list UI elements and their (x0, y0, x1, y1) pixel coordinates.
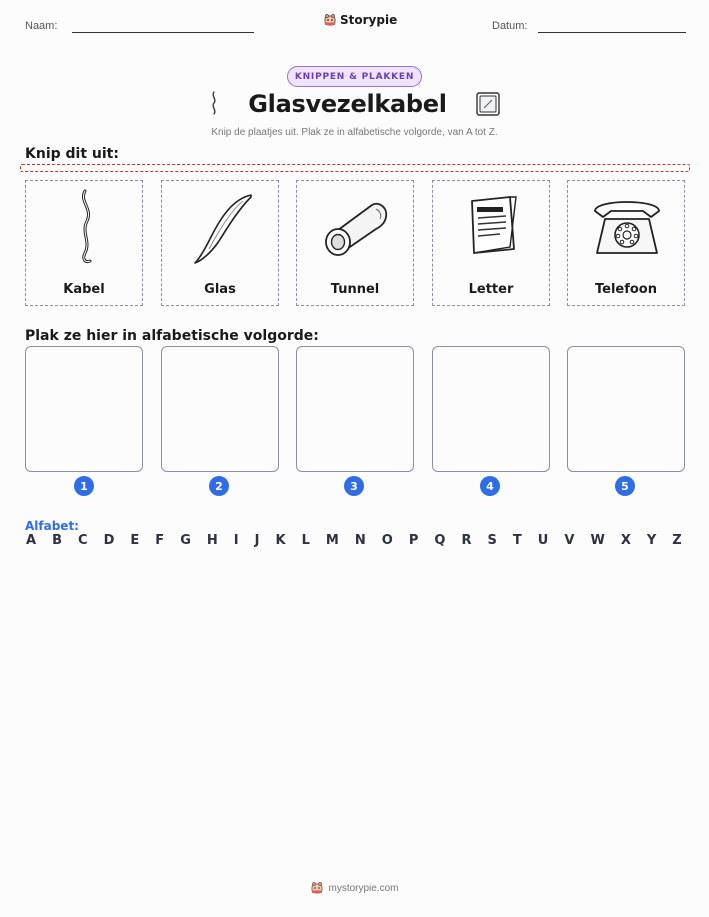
card-word: Letter (468, 282, 514, 297)
cut-card-tunnel[interactable] (296, 180, 414, 306)
alphabet-letter: N (354, 533, 366, 548)
alphabet-letter: X (620, 533, 631, 548)
alphabet-letter: V (564, 533, 575, 548)
name-label: Naam: (25, 20, 58, 32)
alphabet-letter: H (206, 533, 218, 548)
alphabet-letter: K (275, 533, 286, 548)
paste-box-2[interactable] (161, 346, 279, 472)
cut-line (20, 164, 690, 172)
cut-card-letter[interactable] (432, 180, 550, 306)
alphabet-letter: G (180, 533, 191, 548)
title-row (0, 90, 709, 118)
storypie-mascot-icon (323, 13, 337, 27)
alphabet-letter: Z (672, 533, 682, 548)
brand-name: Storypie (340, 13, 398, 27)
alphabet-letter: W (590, 533, 605, 548)
cut-card-glas[interactable] (161, 180, 279, 306)
alphabet-letter: Q (434, 533, 446, 548)
footer (0, 881, 709, 895)
letter-icon (452, 187, 532, 269)
footer-url[interactable]: mystorypie.com (328, 882, 399, 894)
card-word: Tunnel (330, 282, 380, 297)
alphabet-letter: L (301, 533, 310, 548)
number-badge-3: 3 (344, 476, 364, 496)
alphabet-letter: I (233, 533, 239, 548)
paste-box-5[interactable] (567, 346, 685, 472)
alphabet-letter: C (78, 533, 88, 548)
telephone-icon (587, 187, 667, 269)
brand-logo (323, 13, 397, 27)
paste-box-3[interactable] (296, 346, 414, 472)
alphabet-letter: U (537, 533, 549, 548)
alphabet-letter: F (155, 533, 165, 548)
name-field[interactable] (72, 32, 254, 33)
cable-icon (45, 187, 125, 269)
alphabet-row (26, 533, 682, 548)
alphabet-letter: O (381, 533, 393, 548)
date-label: Datum: (492, 20, 528, 32)
paste-box-1[interactable] (25, 346, 143, 472)
number-badge-5: 5 (615, 476, 635, 496)
storypie-mascot-icon (310, 881, 324, 895)
card-word: Kabel (63, 282, 105, 297)
fiber-strand-icon (208, 90, 220, 118)
card-word: Glas (204, 282, 236, 297)
paste-box-4[interactable] (432, 346, 550, 472)
alphabet-letter: E (130, 533, 140, 548)
alphabet-letter: Y (646, 533, 657, 548)
instructions: Knip de plaatjes uit. Plak ze in alfabetische volgorde, van A tot Z. (211, 127, 498, 138)
alphabet-letter: R (461, 533, 472, 548)
date-field[interactable] (538, 32, 686, 33)
cut-card-telefoon[interactable] (567, 180, 685, 306)
alphabet-letter: J (254, 533, 260, 548)
page-title: Glasvezelkabel (248, 90, 447, 118)
alphabet-letter: T (512, 533, 522, 548)
alphabet-letter: D (103, 533, 115, 548)
alphabet-letter: A (26, 533, 37, 548)
alphabet-label: Alfabet: (25, 519, 79, 533)
paste-section-label: Plak ze hier in alfabetische volgorde: (25, 328, 319, 344)
card-word: Telefoon (594, 282, 657, 297)
number-badge-2: 2 (209, 476, 229, 496)
glass-fiber-icon (181, 187, 261, 269)
cut-section-label: Knip dit uit: (25, 146, 119, 162)
number-badge-4: 4 (480, 476, 500, 496)
alphabet-letter: P (408, 533, 419, 548)
alphabet-letter: M (325, 533, 339, 548)
alphabet-letter: B (52, 533, 62, 548)
glass-pane-icon (475, 91, 501, 117)
tunnel-icon (316, 187, 396, 269)
activity-badge: KNIPPEN & PLAKKEN (287, 66, 422, 87)
cut-card-kabel[interactable] (25, 180, 143, 306)
alphabet-letter: S (487, 533, 497, 548)
number-badge-1: 1 (74, 476, 94, 496)
